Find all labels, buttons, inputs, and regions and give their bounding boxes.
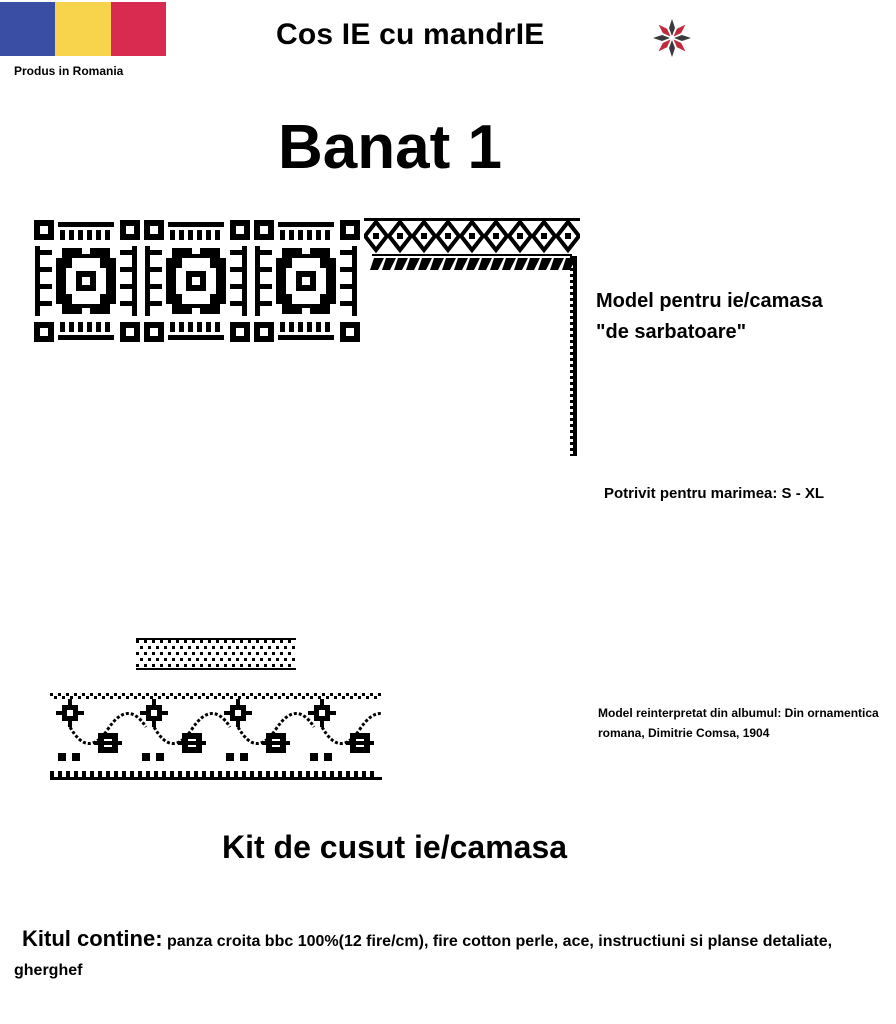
made-in-label: Produs in Romania [14, 64, 124, 78]
kit-contents-body: panza croita bbc 100%(12 fire/cm), fire cotton perle, ace, instructiuni si planse detaliate, gherghef [14, 933, 833, 979]
model-description-line2: "de sarbatoare" [596, 321, 747, 343]
brand-title: Cos IE cu mandrIE [276, 18, 545, 51]
kit-title: Kit de cusut ie/camasa [222, 829, 568, 865]
top-border-pattern [364, 218, 580, 276]
kit-contents-lead: Kitul contine: [22, 926, 163, 951]
flag-stripe-red [111, 2, 166, 56]
vertical-border-pattern [568, 256, 580, 456]
romanian-flag [0, 2, 166, 56]
main-embroidery-pattern [32, 218, 362, 344]
eight-point-star-icon [652, 18, 692, 58]
size-range-text: Potrivit pentru marimea: S - XL [604, 485, 825, 502]
kit-contents [14, 924, 894, 985]
floral-band-pattern [50, 693, 382, 783]
source-note: Model reinterpretat din albumul: Din ornamentica romana, Dimitrie Comsa, 1904 [598, 706, 879, 740]
model-description-line1: Model pentru ie/camasa [596, 290, 823, 312]
model-title: Banat 1 [278, 113, 502, 182]
small-band-pattern [136, 638, 296, 670]
model-description [596, 286, 823, 348]
flag-stripe-yellow [55, 2, 110, 56]
flag-stripe-blue [0, 2, 55, 56]
